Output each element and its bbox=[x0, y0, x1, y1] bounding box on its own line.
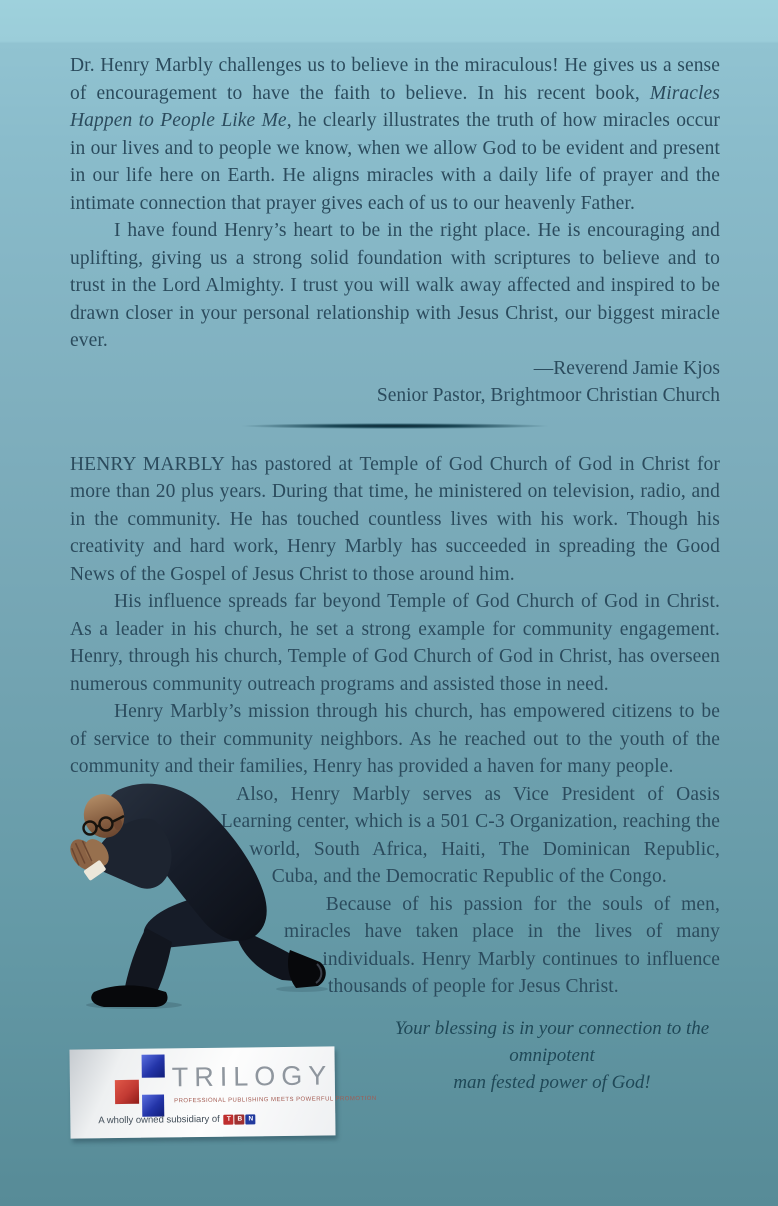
tbn-letter-t: T bbox=[224, 1114, 234, 1124]
tbn-logo bbox=[224, 1114, 256, 1124]
attribution-title: Senior Pastor, Brightmoor Christian Church bbox=[376, 385, 720, 406]
endorsement-section bbox=[70, 52, 720, 410]
trilogy-tagline: PROFESSIONAL PUBLISHING MEETS POWERFUL PROMOTION bbox=[174, 1095, 377, 1105]
book-title-italic: Miracles Happen to People Like Me bbox=[70, 82, 720, 131]
bio-paragraph-1: HENRY MARBLY has pastored at Temple of God Church of God in Christ for more than 20 plus years. During that time, he ministered on television, radio, and in the community. He has touched countless lives with his work. Though his creativity and hard work, Henry Marbly has succeeded in spreading the Good News of the Gospel of Jesus Christ to those around him. bbox=[70, 453, 720, 585]
section-divider bbox=[240, 423, 550, 429]
endorsement-text-after-title: , he clearly illustrates the truth of how miracles occur in our lives and to people we know, when we allow God to be evident and present in our life here on Earth. He aligns miracles with a daily life of prayer and the intimate connection that prayer gives each of us to our heavenly Father. bbox=[70, 110, 720, 214]
subsidiary-line bbox=[98, 1113, 256, 1126]
blessing-quote bbox=[352, 1015, 752, 1096]
endorsement-text-before-title: Dr. Henry Marbly challenges us to believe in the miraculous! He gives us a sense of encouragement to have the faith to believe. In his recent book, bbox=[70, 55, 720, 104]
trilogy-mark-red-square bbox=[115, 1080, 139, 1104]
blessing-line-2: man fested power of God! bbox=[453, 1071, 651, 1093]
trilogy-mark-blue-square-top bbox=[142, 1054, 165, 1077]
bio-paragraph-2: His influence spreads far beyond Temple of God Church of God in Christ. As a leader in his church, he set a strong example for community engagement. Henry, through his church, Temple of God Church of God in Christ, has overseen numerous community outreach programs and assisted those in need. bbox=[70, 591, 720, 695]
endorsement-paragraph-1 bbox=[70, 52, 720, 217]
bio-paragraph-3: Henry Marbly’s mission through his church, has empowered citizens to be of service to their community neighbors. As he reached out to the youth of the community and their families, Henry has provided a haven for many people. bbox=[70, 701, 720, 777]
tbn-letter-b: B bbox=[235, 1114, 245, 1124]
bio-paragraph-4: Also, Henry Marbly serves as Vice President of Oasis Learning center, which is a 501 C-3 Organization, reaching the world, South Africa, Haiti, The Dominican Republic, Cuba, and the Democratic Republic of the Congo. bbox=[220, 783, 720, 887]
trilogy-mark-blue-square-bottom bbox=[142, 1094, 164, 1116]
bio-paragraph-5: Because of his passion for the souls of men, miracles have taken place in the lives of many individuals. Henry Marbly continues to influence thousands of people for Jesus Christ. bbox=[284, 893, 720, 997]
tbn-letter-n: N bbox=[246, 1114, 256, 1124]
blessing-line-1: Your blessing is in your connection to the omnipotent bbox=[394, 1017, 710, 1066]
kneeling-prayer-photo bbox=[54, 780, 334, 1012]
subsidiary-text: A wholly owned subsidiary of bbox=[98, 1113, 220, 1127]
trilogy-wordmark: TRILOGY bbox=[171, 1060, 333, 1093]
attribution-name: —Reverend Jamie Kjos bbox=[533, 357, 720, 379]
trilogy-logo bbox=[69, 1046, 377, 1138]
endorsement-paragraph-2: I have found Henry’s heart to be in the right place. He is encouraging and uplifting, giving us a strong solid foundation with scriptures to believe and to trust in the Lord Almighty. I trust you will walk away affected and inspired to be drawn closer in your personal relationship with Jesus Christ, our biggest miracle ever. bbox=[70, 220, 720, 351]
